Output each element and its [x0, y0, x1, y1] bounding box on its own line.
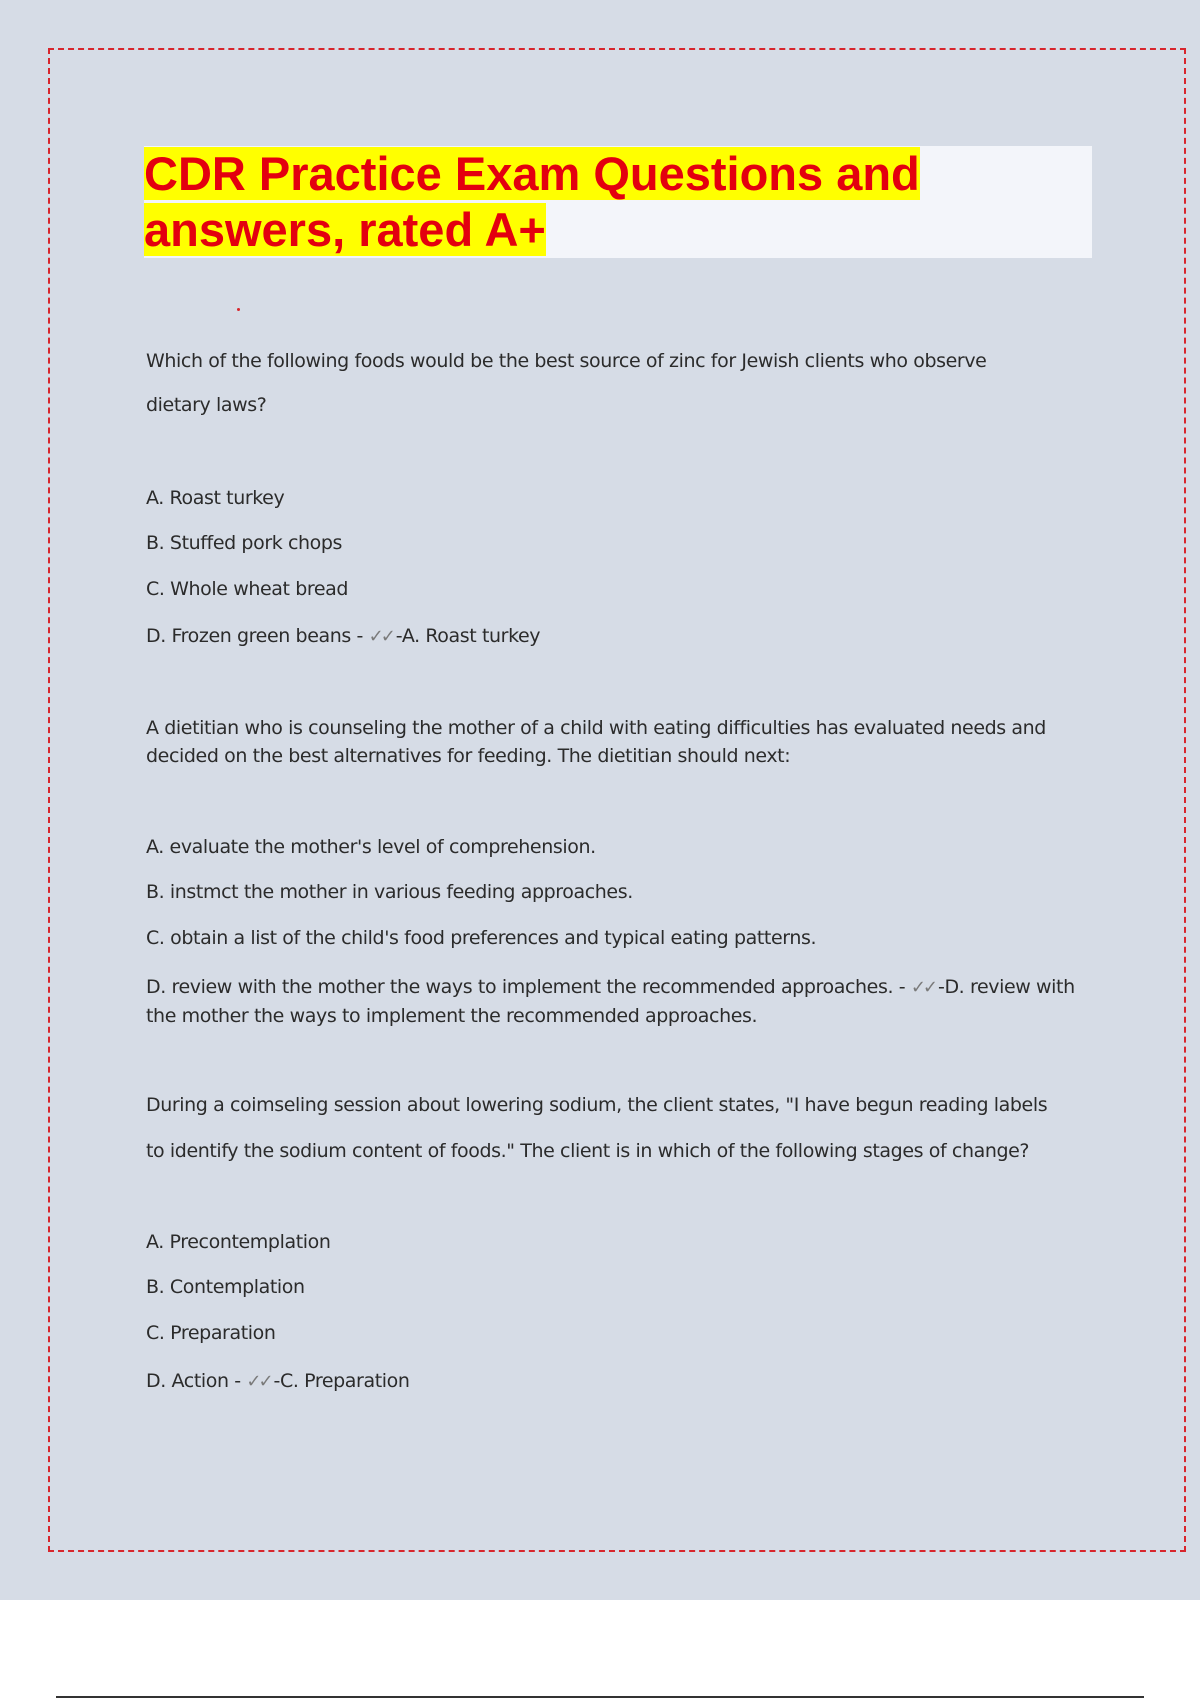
- stray-dot: [237, 308, 240, 311]
- question-3-option-a: A. Precontemplation: [146, 1231, 331, 1253]
- document-title: [144, 146, 974, 258]
- question-2-answer: -D. review with the mother the ways to implement the recommended approaches.: [146, 976, 1075, 1027]
- question-3-stem-line-2: to identify the sodium content of foods." The client is in which of the following stages of change?: [146, 1140, 1030, 1162]
- question-1-option-a: A. Roast turkey: [146, 487, 285, 509]
- question-1-option-c: C. Whole wheat bread: [146, 578, 349, 600]
- double-check-icon: ✓✓: [246, 1371, 271, 1392]
- question-1-option-d-text: D. Frozen green beans -: [146, 625, 369, 647]
- footer-rule: [56, 1696, 1144, 1698]
- double-check-icon: ✓✓: [910, 977, 935, 998]
- question-1-stem-line-2: dietary laws?: [146, 394, 267, 416]
- question-3-option-c: C. Preparation: [146, 1322, 276, 1344]
- question-2-option-b: B. instmct the mother in various feeding approaches.: [146, 881, 633, 903]
- question-1-option-b: B. Stuffed pork chops: [146, 532, 343, 554]
- question-2-option-c: C. obtain a list of the child's food preferences and typical eating patterns.: [146, 927, 817, 949]
- question-2-option-d-text: D. review with the mother the ways to implement the recommended approaches. -: [146, 976, 911, 998]
- question-2-stem-line-2: decided on the best alternatives for feeding. The dietitian should next:: [146, 745, 791, 767]
- question-1-option-d: [146, 622, 540, 651]
- question-3-answer: -C. Preparation: [273, 1370, 410, 1392]
- question-1-stem-line-1: Which of the following foods would be the best source of zinc for Jewish clients who observe: [146, 350, 987, 372]
- question-3-option-b: B. Contemplation: [146, 1276, 305, 1298]
- question-2-option-a: A. evaluate the mother's level of comprehension.: [146, 836, 596, 858]
- question-3-option-d: [146, 1367, 410, 1396]
- question-2-option-d: [146, 973, 1096, 1030]
- question-2-stem-line-1: A dietitian who is counseling the mother of a child with eating difficulties has evaluated needs and: [146, 717, 1046, 739]
- title-line-1: CDR Practice Exam Questions and: [144, 147, 920, 200]
- question-3-stem-line-1: During a coimseling session about lowering sodium, the client states, "I have begun reading labels: [146, 1094, 1048, 1116]
- question-3-option-d-text: D. Action -: [146, 1370, 247, 1392]
- title-line-2: answers, rated A+: [144, 203, 546, 256]
- question-1-answer: -A. Roast turkey: [395, 625, 541, 647]
- double-check-icon: ✓✓: [368, 626, 393, 647]
